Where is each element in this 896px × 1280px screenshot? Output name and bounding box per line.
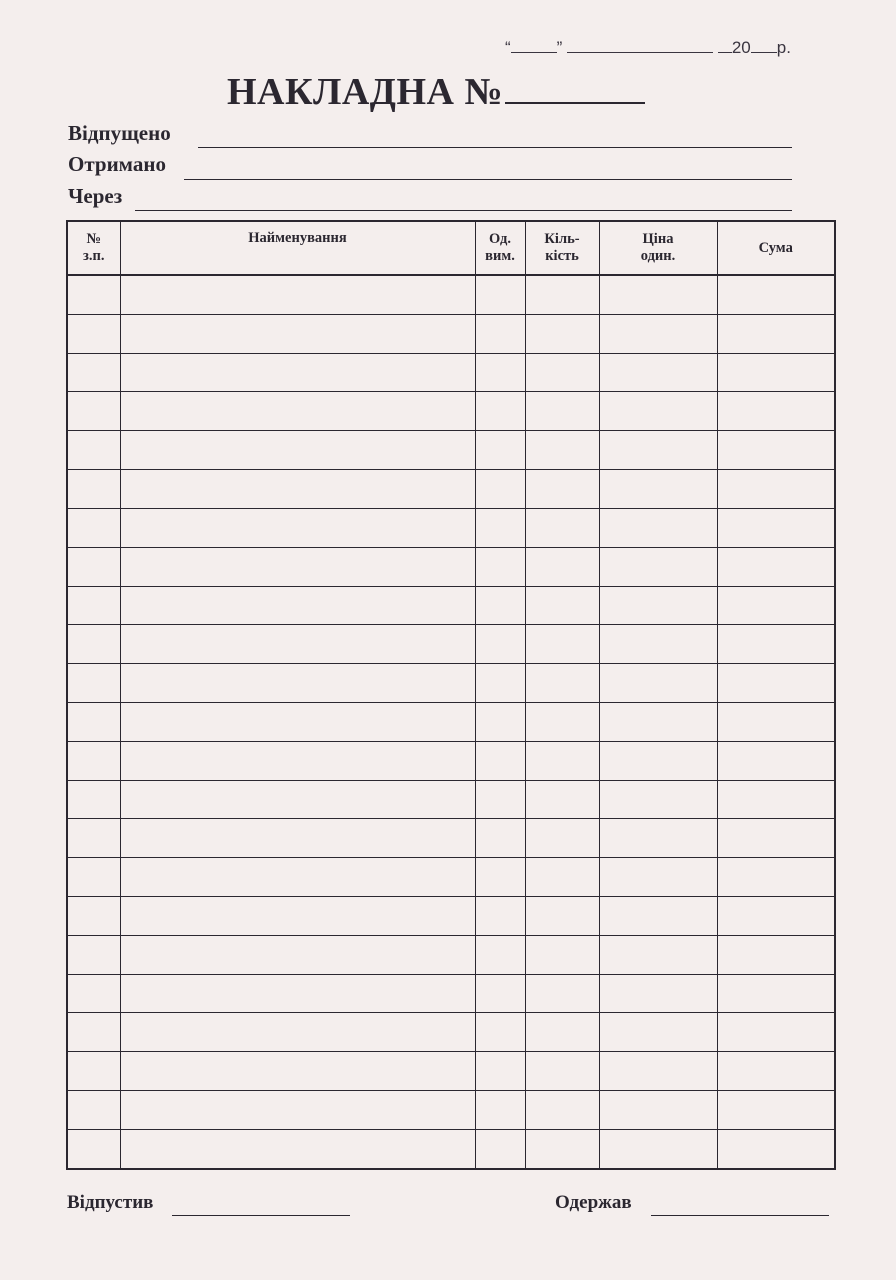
cell-unit[interactable]	[475, 1091, 525, 1130]
cell-number[interactable]	[67, 392, 120, 431]
header-price-line2: один.	[640, 248, 676, 264]
cell-price[interactable]	[599, 392, 717, 431]
cell-sum[interactable]	[717, 547, 835, 586]
header-quantity	[525, 221, 599, 275]
table-row	[67, 858, 835, 897]
cell-unit[interactable]	[475, 353, 525, 392]
cell-price[interactable]	[599, 586, 717, 625]
table-row	[67, 819, 835, 858]
cell-quantity[interactable]	[525, 1013, 599, 1052]
table-row	[67, 1052, 835, 1091]
header-number	[67, 221, 120, 275]
cell-sum[interactable]	[717, 741, 835, 780]
cell-sum[interactable]	[717, 586, 835, 625]
cell-sum[interactable]	[717, 470, 835, 509]
cell-name[interactable]	[120, 625, 475, 664]
header-price-line1: Ціна	[642, 231, 674, 247]
table-row	[67, 314, 835, 353]
cell-sum[interactable]	[717, 1013, 835, 1052]
year-suffix: р.	[776, 38, 791, 57]
cell-quantity[interactable]	[525, 702, 599, 741]
cell-number[interactable]	[67, 353, 120, 392]
cell-number[interactable]	[67, 819, 120, 858]
header-number-line2: з.п.	[83, 248, 105, 264]
cell-sum[interactable]	[717, 1052, 835, 1091]
cell-number[interactable]	[67, 664, 120, 703]
header-number-line1: №	[86, 231, 102, 247]
cell-quantity[interactable]	[525, 780, 599, 819]
field-received-line[interactable]	[184, 179, 792, 180]
cell-price[interactable]	[599, 431, 717, 470]
table-row	[67, 470, 835, 509]
cell-price[interactable]	[599, 741, 717, 780]
cell-name[interactable]	[120, 547, 475, 586]
table-row	[67, 1013, 835, 1052]
cell-unit[interactable]	[475, 1013, 525, 1052]
cell-unit[interactable]	[475, 935, 525, 974]
cell-sum[interactable]	[717, 431, 835, 470]
cell-sum[interactable]	[717, 625, 835, 664]
released-by-signature-line[interactable]	[172, 1215, 350, 1216]
cell-number[interactable]	[67, 741, 120, 780]
cell-unit[interactable]	[475, 392, 525, 431]
document-title	[227, 70, 645, 114]
cell-sum[interactable]	[717, 275, 835, 314]
cell-quantity[interactable]	[525, 275, 599, 314]
cell-sum[interactable]	[717, 392, 835, 431]
cell-price[interactable]	[599, 897, 717, 936]
cell-unit[interactable]	[475, 625, 525, 664]
cell-quantity[interactable]	[525, 1129, 599, 1169]
header-sum-text: Сума	[758, 239, 793, 256]
cell-sum[interactable]	[717, 508, 835, 547]
cell-name[interactable]	[120, 470, 475, 509]
cell-quantity[interactable]	[525, 470, 599, 509]
cell-name[interactable]	[120, 1091, 475, 1130]
cell-quantity[interactable]	[525, 974, 599, 1013]
cell-name[interactable]	[120, 275, 475, 314]
cell-unit[interactable]	[475, 858, 525, 897]
header-name	[120, 221, 475, 275]
date-open-quote: “	[505, 38, 511, 57]
cell-number[interactable]	[67, 314, 120, 353]
cell-quantity[interactable]	[525, 625, 599, 664]
cell-unit[interactable]	[475, 780, 525, 819]
cell-unit[interactable]	[475, 741, 525, 780]
title-text: НАКЛАДНА №	[227, 71, 504, 113]
cell-quantity[interactable]	[525, 508, 599, 547]
cell-number[interactable]	[67, 780, 120, 819]
month-blank[interactable]	[567, 38, 713, 53]
cell-quantity[interactable]	[525, 935, 599, 974]
table-row	[67, 275, 835, 314]
year-lead-blank[interactable]	[718, 38, 732, 53]
cell-number[interactable]	[67, 275, 120, 314]
cell-name[interactable]	[120, 780, 475, 819]
cell-quantity[interactable]	[525, 741, 599, 780]
cell-sum[interactable]	[717, 897, 835, 936]
table-row	[67, 897, 835, 936]
cell-sum[interactable]	[717, 974, 835, 1013]
cell-name[interactable]	[120, 702, 475, 741]
cell-price[interactable]	[599, 1013, 717, 1052]
cell-name[interactable]	[120, 392, 475, 431]
cell-unit[interactable]	[475, 1129, 525, 1169]
cell-sum[interactable]	[717, 1129, 835, 1169]
cell-price[interactable]	[599, 275, 717, 314]
cell-price[interactable]	[599, 508, 717, 547]
cell-quantity[interactable]	[525, 664, 599, 703]
cell-unit[interactable]	[475, 314, 525, 353]
cell-unit[interactable]	[475, 431, 525, 470]
cell-sum[interactable]	[717, 353, 835, 392]
cell-unit[interactable]	[475, 1052, 525, 1091]
cell-price[interactable]	[599, 314, 717, 353]
table-body	[67, 275, 835, 1169]
cell-name[interactable]	[120, 1052, 475, 1091]
released-by-label: Відпустив	[67, 1192, 154, 1213]
table-row	[67, 974, 835, 1013]
cell-name[interactable]	[120, 431, 475, 470]
cell-quantity[interactable]	[525, 1091, 599, 1130]
invoice-number-blank[interactable]	[505, 72, 645, 104]
cell-sum[interactable]	[717, 314, 835, 353]
cell-price[interactable]	[599, 974, 717, 1013]
table-row	[67, 547, 835, 586]
cell-number[interactable]	[67, 1052, 120, 1091]
header-price	[599, 221, 717, 275]
field-via-label: Через	[68, 184, 123, 208]
cell-name[interactable]	[120, 664, 475, 703]
cell-quantity[interactable]	[525, 586, 599, 625]
table-row	[67, 1129, 835, 1169]
cell-number[interactable]	[67, 586, 120, 625]
year-prefix: 20	[731, 38, 751, 57]
table-row	[67, 625, 835, 664]
cell-price[interactable]	[599, 353, 717, 392]
cell-name[interactable]	[120, 819, 475, 858]
cell-name[interactable]	[120, 1013, 475, 1052]
cell-quantity[interactable]	[525, 353, 599, 392]
cell-unit[interactable]	[475, 702, 525, 741]
cell-number[interactable]	[67, 858, 120, 897]
cell-price[interactable]	[599, 1052, 717, 1091]
cell-unit[interactable]	[475, 974, 525, 1013]
header-quantity-line1: Кіль-	[544, 231, 580, 247]
cell-name[interactable]	[120, 586, 475, 625]
cell-price[interactable]	[599, 664, 717, 703]
cell-sum[interactable]	[717, 858, 835, 897]
cell-price[interactable]	[599, 819, 717, 858]
cell-unit[interactable]	[475, 275, 525, 314]
cell-name[interactable]	[120, 1129, 475, 1169]
table-row	[67, 1091, 835, 1130]
cell-sum[interactable]	[717, 819, 835, 858]
header-name-text: Найменування	[248, 230, 347, 246]
header-unit-line1: Од.	[488, 231, 512, 247]
field-released-line[interactable]	[198, 147, 792, 148]
table-row	[67, 741, 835, 780]
header-unit-line2: вим.	[485, 248, 515, 264]
table-row	[67, 431, 835, 470]
cell-number[interactable]	[67, 897, 120, 936]
field-via-line[interactable]	[135, 210, 792, 211]
cell-price[interactable]	[599, 470, 717, 509]
cell-quantity[interactable]	[525, 314, 599, 353]
table-row	[67, 780, 835, 819]
cell-price[interactable]	[599, 547, 717, 586]
cell-number[interactable]	[67, 1129, 120, 1169]
header-sum	[717, 221, 835, 275]
cell-quantity[interactable]	[525, 897, 599, 936]
cell-number[interactable]	[67, 508, 120, 547]
header-quantity-line2: кість	[545, 248, 579, 264]
cell-quantity[interactable]	[525, 1052, 599, 1091]
header-unit	[475, 221, 525, 275]
table-row	[67, 586, 835, 625]
cell-number[interactable]	[67, 974, 120, 1013]
cell-quantity[interactable]	[525, 547, 599, 586]
year-blank[interactable]	[751, 38, 777, 53]
invoice-table	[66, 220, 836, 1170]
table-row	[67, 353, 835, 392]
cell-quantity[interactable]	[525, 431, 599, 470]
date-close-quote: ”	[556, 38, 563, 57]
cell-sum[interactable]	[717, 1091, 835, 1130]
cell-unit[interactable]	[475, 547, 525, 586]
date-line	[505, 38, 791, 58]
cell-number[interactable]	[67, 625, 120, 664]
cell-quantity[interactable]	[525, 819, 599, 858]
cell-number[interactable]	[67, 547, 120, 586]
cell-sum[interactable]	[717, 935, 835, 974]
cell-price[interactable]	[599, 1129, 717, 1169]
cell-quantity[interactable]	[525, 392, 599, 431]
table-row	[67, 702, 835, 741]
table-row	[67, 392, 835, 431]
cell-sum[interactable]	[717, 664, 835, 703]
field-released-label: Відпущено	[68, 121, 171, 145]
cell-name[interactable]	[120, 741, 475, 780]
cell-sum[interactable]	[717, 702, 835, 741]
cell-price[interactable]	[599, 935, 717, 974]
cell-price[interactable]	[599, 780, 717, 819]
cell-number[interactable]	[67, 702, 120, 741]
table-row	[67, 935, 835, 974]
cell-price[interactable]	[599, 625, 717, 664]
cell-number[interactable]	[67, 1013, 120, 1052]
table-row	[67, 508, 835, 547]
cell-unit[interactable]	[475, 508, 525, 547]
cell-quantity[interactable]	[525, 858, 599, 897]
table-row	[67, 664, 835, 703]
cell-name[interactable]	[120, 353, 475, 392]
received-by-signature-line[interactable]	[651, 1215, 829, 1216]
cell-name[interactable]	[120, 858, 475, 897]
cell-unit[interactable]	[475, 897, 525, 936]
cell-name[interactable]	[120, 314, 475, 353]
cell-number[interactable]	[67, 935, 120, 974]
cell-price[interactable]	[599, 858, 717, 897]
cell-price[interactable]	[599, 1091, 717, 1130]
field-received-label: Отримано	[68, 152, 166, 176]
cell-number[interactable]	[67, 1091, 120, 1130]
day-blank[interactable]	[511, 38, 557, 53]
cell-unit[interactable]	[475, 470, 525, 509]
cell-sum[interactable]	[717, 780, 835, 819]
cell-name[interactable]	[120, 974, 475, 1013]
table-header-row	[67, 221, 835, 275]
received-by-label: Одержав	[555, 1192, 632, 1213]
cell-name[interactable]	[120, 897, 475, 936]
cell-price[interactable]	[599, 702, 717, 741]
cell-name[interactable]	[120, 508, 475, 547]
cell-unit[interactable]	[475, 819, 525, 858]
cell-unit[interactable]	[475, 664, 525, 703]
cell-unit[interactable]	[475, 586, 525, 625]
cell-name[interactable]	[120, 935, 475, 974]
cell-number[interactable]	[67, 470, 120, 509]
cell-number[interactable]	[67, 431, 120, 470]
